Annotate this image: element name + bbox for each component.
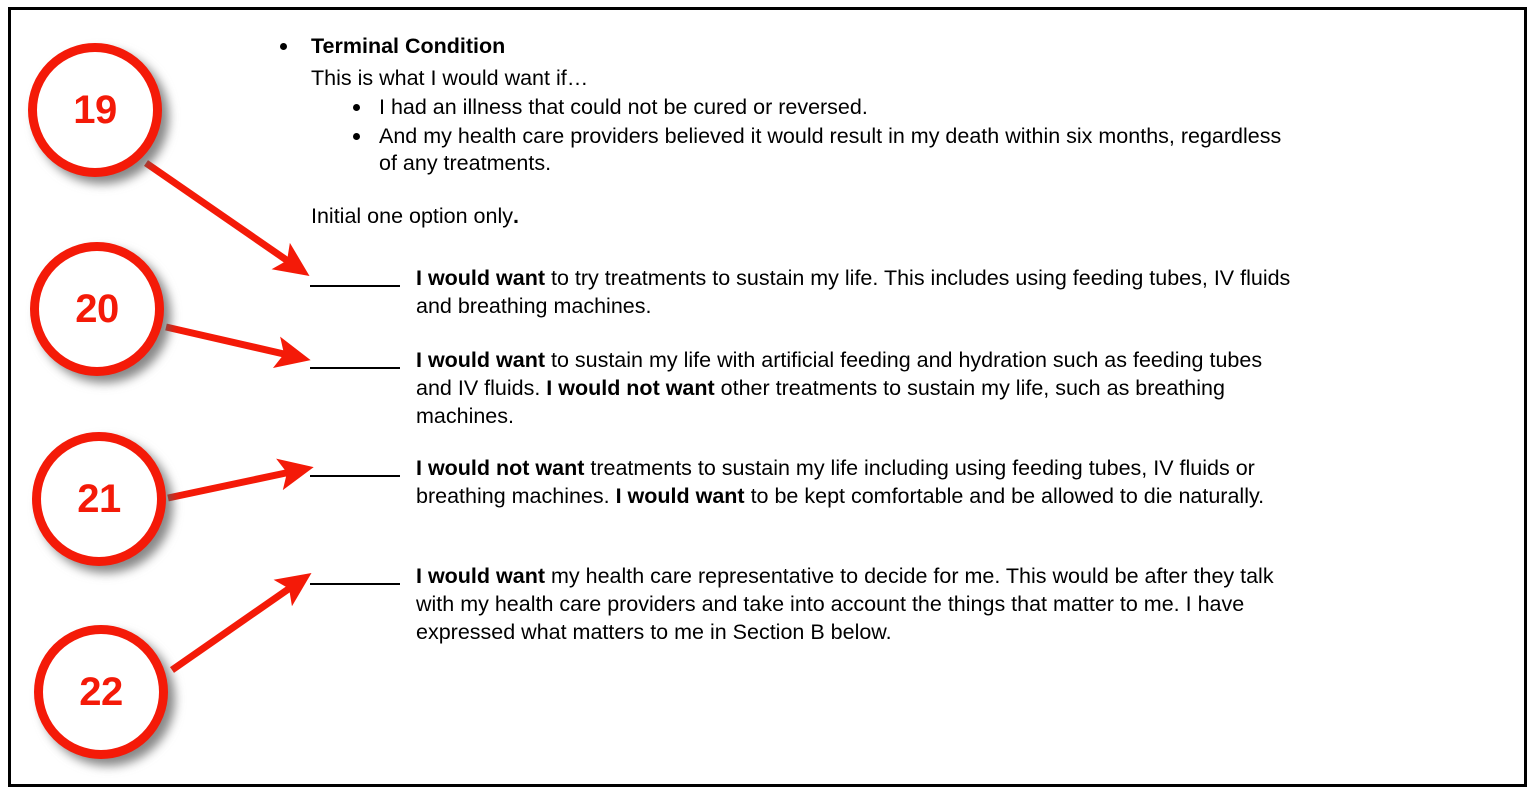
page-title: Terminal Condition (311, 34, 506, 58)
callout-number-19: 19 (73, 88, 117, 132)
condition-text-1: I had an illness that could not be cured or reversed. (379, 94, 868, 119)
list-item (351, 94, 1295, 122)
option-text-4 (416, 563, 1296, 647)
callout-circle-21[interactable] (32, 432, 166, 566)
form-content (275, 34, 1295, 229)
instruction-line (275, 204, 1295, 229)
initial-blank-3[interactable] (310, 475, 400, 477)
intro-text: This is what I would want if… (311, 66, 589, 91)
initial-blank-2[interactable] (310, 367, 400, 369)
initial-blank-4[interactable] (310, 583, 400, 585)
option-2-mid: to sustain my life with artificial feeding and hydration such as feeding tubes and IV fluids. (416, 348, 1263, 400)
callout-number-20: 20 (75, 287, 119, 331)
option-3-rest: to be kept comfortable and be allowed to die naturally. (744, 483, 1265, 508)
condition-list (275, 94, 1295, 179)
option-2-lead2: I would not want (546, 375, 715, 400)
option-2-rest: other treatments to sustain my life, such as breathing machines. (416, 375, 1225, 428)
bullet-icon (353, 133, 360, 140)
instruction-text: Initial one option only (311, 204, 514, 229)
initial-blank-1[interactable] (310, 285, 400, 287)
list-item (351, 123, 1295, 179)
callout-number-21: 21 (77, 477, 121, 521)
option-4-rest: my health care representative to decide for me. This would be after they talk with my health care providers and take into account the things that matter to me. I have expressed what matters to me in Section B below. (416, 564, 1274, 644)
option-1-rest: to try treatments to sustain my life. This includes using feeding tubes, IV fluids and breathing machines. (416, 266, 1291, 318)
option-4-lead: I would want (416, 564, 545, 588)
condition-text-2: And my health care providers believed it would result in my death within six months, regardless of any treatments. (379, 123, 1282, 176)
option-1-lead: I would want (416, 266, 545, 290)
callout-circle-19[interactable] (28, 43, 162, 177)
option-text-1 (416, 265, 1296, 321)
bullet-icon (280, 43, 287, 50)
option-3-lead: I would not want (416, 456, 585, 480)
option-2-lead: I would want (416, 348, 545, 372)
option-text-2 (416, 347, 1296, 431)
section-heading-row (275, 34, 1295, 59)
instruction-period: . (513, 204, 519, 229)
callout-circle-22[interactable] (34, 625, 168, 759)
option-3-lead2: I would want (615, 483, 745, 508)
option-3-mid: treatments to sustain my life including using feeding tubes, IV fluids or breathing machines. (416, 456, 1255, 508)
option-text-3 (416, 455, 1296, 511)
callout-number-22: 22 (79, 670, 123, 714)
callout-circle-20[interactable] (30, 242, 164, 376)
bullet-icon (353, 104, 360, 111)
